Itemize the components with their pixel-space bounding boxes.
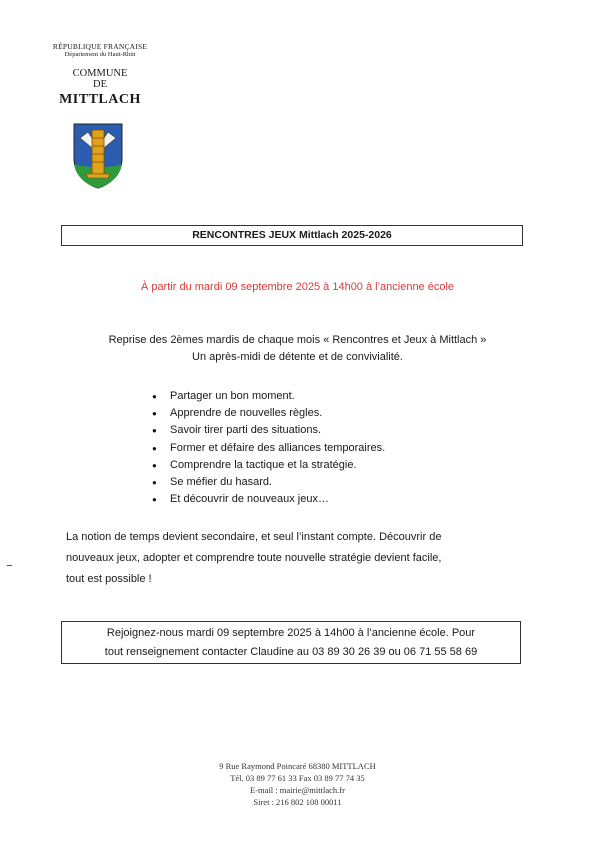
footer xyxy=(0,760,595,808)
bullet-icon: ● xyxy=(152,409,157,419)
paragraph-line: tout est possible ! xyxy=(66,573,152,585)
footer-address: 9 Rue Raymond Poincaré 68380 MITTLACH xyxy=(219,761,376,771)
paragraph-line: La notion de temps devient secondaire, et seul l’instant compte. Découvrir de xyxy=(66,531,442,543)
list-item-text: Comprendre la tactique et la stratégie. xyxy=(170,458,357,471)
list-item xyxy=(150,388,385,405)
list-item xyxy=(150,474,385,491)
page-title: RENCONTRES JEUX Mittlach 2025-2026 xyxy=(61,225,523,246)
list-item xyxy=(150,422,385,439)
start-notice: À partir du mardi 09 septembre 2025 à 14h00 à l’ancienne école xyxy=(140,281,455,293)
list-item-text: Savoir tirer parti des situations. xyxy=(170,424,322,437)
margin-mark xyxy=(7,565,12,566)
list-item xyxy=(150,457,385,474)
bullet-icon: ● xyxy=(152,478,157,488)
letterhead xyxy=(40,42,160,109)
footer-email: E-mail : mairie@mittlach.fr xyxy=(250,785,345,795)
commune-name: MITTLACH xyxy=(59,92,141,107)
commune-label: COMMUNE xyxy=(72,68,128,79)
join-line: tout renseignement contacter Claudine au 03 89 30 26 39 ou 06 71 55 58 69 xyxy=(104,646,478,658)
coat-of-arms-icon xyxy=(72,122,124,190)
department-label: Département du Haut-Rhin xyxy=(64,51,136,58)
join-line: Rejoignez-nous mardi 09 septembre 2025 à 14h00 à l’ancienne école. Pour xyxy=(106,627,476,639)
list-item-text: Former et défaire des alliances temporaires. xyxy=(170,441,386,454)
bullet-icon: ● xyxy=(152,460,157,470)
list-item-text: Se méfier du hasard. xyxy=(170,476,273,489)
footer-phone: Tél. 03 89 77 61 33 Fax 03 89 77 74 35 xyxy=(230,773,365,783)
republic-label: RÉPUBLIQUE FRANÇAISE xyxy=(52,42,148,51)
list-item xyxy=(150,440,385,457)
paragraph-line: nouveaux jeux, adopter et comprendre toute nouvelle stratégie devient facile, xyxy=(66,552,442,564)
commune-de-label: DE xyxy=(93,79,107,90)
bullet-icon: ● xyxy=(152,392,157,401)
description-paragraph xyxy=(66,527,536,590)
intro xyxy=(0,332,595,366)
bullet-icon: ● xyxy=(152,495,157,505)
list-item-text: Et découvrir de nouveaux jeux… xyxy=(170,493,329,506)
bullet-icon: ● xyxy=(152,443,157,453)
activity-list xyxy=(150,388,385,508)
bullet-icon: ● xyxy=(152,426,157,436)
intro-line: Reprise des 2èmes mardis de chaque mois « Rencontres et Jeux à Mittlach » xyxy=(108,334,487,346)
list-item-text: Apprendre de nouvelles règles. xyxy=(170,407,323,420)
list-item-text: Partager un bon moment. xyxy=(170,390,295,402)
list-item xyxy=(150,405,385,422)
intro-line: Un après-midi de détente et de convivialité. xyxy=(192,351,403,363)
join-box xyxy=(61,621,521,664)
list-item xyxy=(150,491,385,508)
footer-siret: Siret : 216 802 108 00011 xyxy=(253,797,342,807)
